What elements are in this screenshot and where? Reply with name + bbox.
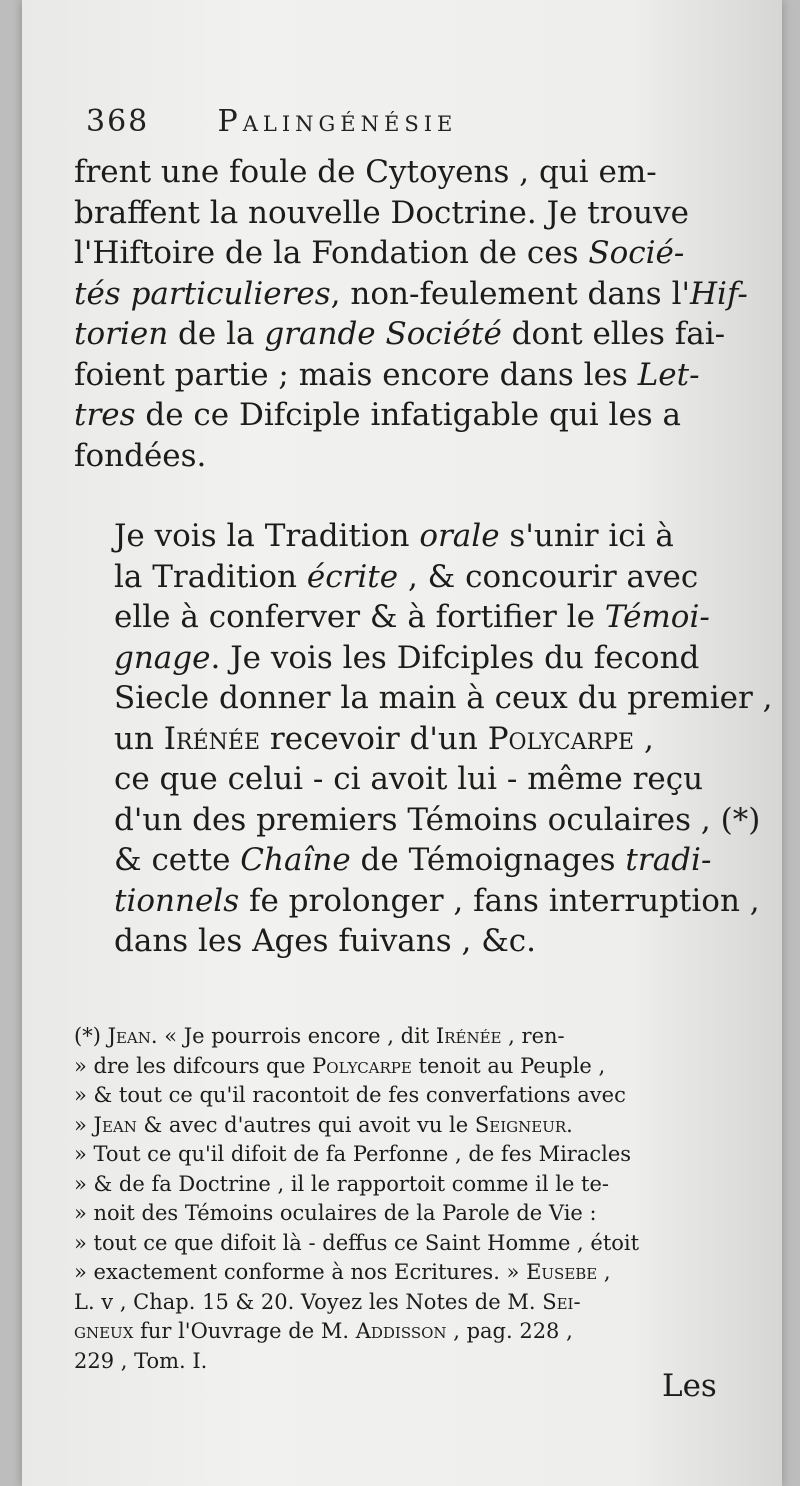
italic-text: écrite <box>306 558 399 595</box>
text-line <box>74 921 724 962</box>
small-caps-name: Seigneur <box>474 1112 567 1137</box>
text-segment: Siecle donner la main à ceux du premier , <box>114 680 773 716</box>
text-segment: , pag. 228 , <box>446 1319 573 1343</box>
text-line <box>74 800 761 841</box>
running-title: Palingénésie <box>217 104 458 139</box>
text-line <box>74 1022 724 1052</box>
text-line <box>74 557 724 598</box>
text-segment: de Témoignages <box>350 842 626 878</box>
text-segment: l'Hiftoire de la Fondation de ces <box>74 235 589 271</box>
text-segment: d'un des premiers Témoins oculaires , (*) <box>114 801 761 838</box>
italic-text: torien <box>74 316 169 352</box>
text-segment: » exactement conforme à nos Ecritures. » <box>74 1260 527 1284</box>
text-segment: fondées. <box>74 437 207 474</box>
text-line <box>74 152 724 193</box>
text-segment: fur l'Ouvrage de M. <box>133 1319 356 1343</box>
text-line <box>74 233 724 274</box>
text-segment: un <box>114 720 164 757</box>
italic-text: Hif- <box>690 275 748 312</box>
small-caps-name: Addisson <box>355 1319 447 1343</box>
page-number: 368 <box>86 104 150 139</box>
text-segment: & avec d'autres qui avoit vu le <box>136 1112 475 1137</box>
text-segment: frent une foule de Cytoyens , qui em- <box>74 154 657 190</box>
text-line <box>74 436 724 477</box>
book-page <box>22 0 782 1486</box>
text-segment: dans les Ages fuivans , &c. <box>114 923 537 959</box>
text-segment: s'unir ici à <box>499 518 674 554</box>
text-segment: foient partie ; mais encore dans les <box>74 356 638 393</box>
italic-text: gnage <box>114 639 211 676</box>
text-line <box>74 274 748 315</box>
text-segment: » Tout ce qu'il difoit de fa Perfonne , de fes Miracles <box>74 1142 632 1166</box>
italic-text: orale <box>419 518 500 554</box>
small-caps-name: gneux <box>74 1319 134 1343</box>
small-caps-name: Jean <box>107 1024 151 1048</box>
text-segment: L. v , Chap. 15 & 20. Voyez les Notes de M. <box>74 1289 543 1314</box>
text-segment: . <box>566 1112 573 1137</box>
text-segment: fe prolonger , fans interruption , <box>239 882 760 919</box>
text-segment: 229 , Tom. I. <box>74 1348 208 1373</box>
paragraph <box>74 516 773 962</box>
text-segment: , non-feulement dans l' <box>330 275 691 312</box>
text-line <box>74 1229 724 1259</box>
italic-text: tionnels <box>114 882 240 919</box>
small-caps-name: Sei- <box>542 1289 581 1314</box>
text-segment: & cette <box>114 842 241 878</box>
paragraph <box>74 152 748 476</box>
text-segment: » tout ce que difoit là - deffus ce Saint Homme , étoit <box>74 1230 640 1255</box>
text-segment: » <box>74 1112 94 1137</box>
italic-text: tés particulieres <box>74 275 331 312</box>
text-segment: la Tradition <box>114 558 307 595</box>
text-line <box>74 1140 724 1170</box>
text-segment: » noit des Témoins oculaires de la Parole de Vie : <box>74 1201 597 1225</box>
text-line <box>74 759 724 800</box>
text-line <box>74 1288 724 1318</box>
small-caps-name: Polycarpe <box>312 1053 412 1078</box>
text-line <box>74 1317 724 1347</box>
italic-text: tres <box>74 397 136 433</box>
text-segment: dont elles fai- <box>501 316 726 352</box>
text-line <box>74 1081 724 1111</box>
text-line <box>74 1347 724 1377</box>
text-line <box>74 881 760 922</box>
italic-text: Let- <box>637 356 700 393</box>
text-segment: braffent la nouvelle Doctrine. Je trouve <box>74 194 690 231</box>
text-line <box>74 395 724 436</box>
text-segment: recevoir d'un <box>260 720 488 757</box>
text-segment: de ce Difciple infatigable qui les a <box>135 397 682 433</box>
text-segment: , ren- <box>501 1024 565 1048</box>
catchword: Les <box>662 1368 717 1404</box>
text-segment: » & de fa Doctrine , il le rapportoit comme il le te- <box>74 1171 610 1196</box>
text-line <box>74 719 724 760</box>
text-segment: de la <box>168 316 265 352</box>
text-segment: Je vois la Tradition <box>114 518 420 554</box>
text-line <box>74 193 724 234</box>
text-segment: elle à conferver & à fortifier le <box>114 599 605 635</box>
text-line <box>74 638 724 679</box>
text-segment: (*) <box>74 1024 108 1048</box>
text-segment: . Je vois les Difciples du fecond <box>210 639 700 676</box>
body-text <box>74 152 773 962</box>
text-line <box>74 516 724 557</box>
text-line <box>74 1111 724 1141</box>
text-segment: » dre les difcours que <box>74 1053 313 1078</box>
footnote <box>74 1022 724 1376</box>
small-caps-name: Polycarpe <box>487 720 635 757</box>
italic-text: Témoi- <box>604 599 710 635</box>
text-segment: . « Je pourrois encore , dit <box>150 1024 436 1048</box>
text-line <box>74 1170 724 1200</box>
text-segment: » & tout ce qu'il racontoit de fes converfations avec <box>74 1083 626 1107</box>
italic-text: tradi- <box>625 842 712 878</box>
text-line <box>74 597 724 638</box>
text-line <box>74 840 724 881</box>
small-caps-name: Eusebe <box>526 1260 598 1284</box>
text-segment: , & concourir avec <box>398 558 699 595</box>
text-line <box>74 1258 724 1288</box>
text-line <box>74 1199 724 1229</box>
text-segment: ce que celui - ci avoit lui - même reçu <box>114 761 704 797</box>
small-caps-name: Irénée <box>163 720 261 757</box>
italic-text: grande Société <box>264 316 502 352</box>
italic-text: Socié- <box>588 235 685 271</box>
text-segment: tenoit au Peuple , <box>411 1053 606 1078</box>
text-line <box>74 1052 724 1082</box>
italic-text: Chaîne <box>240 842 351 878</box>
text-segment: , <box>634 720 654 757</box>
small-caps-name: Irénée <box>435 1024 502 1048</box>
small-caps-name: Jean <box>93 1112 137 1137</box>
running-head <box>86 104 706 139</box>
text-line <box>74 678 773 719</box>
text-line <box>74 314 724 355</box>
text-line <box>74 355 724 396</box>
text-segment: , <box>597 1260 611 1284</box>
